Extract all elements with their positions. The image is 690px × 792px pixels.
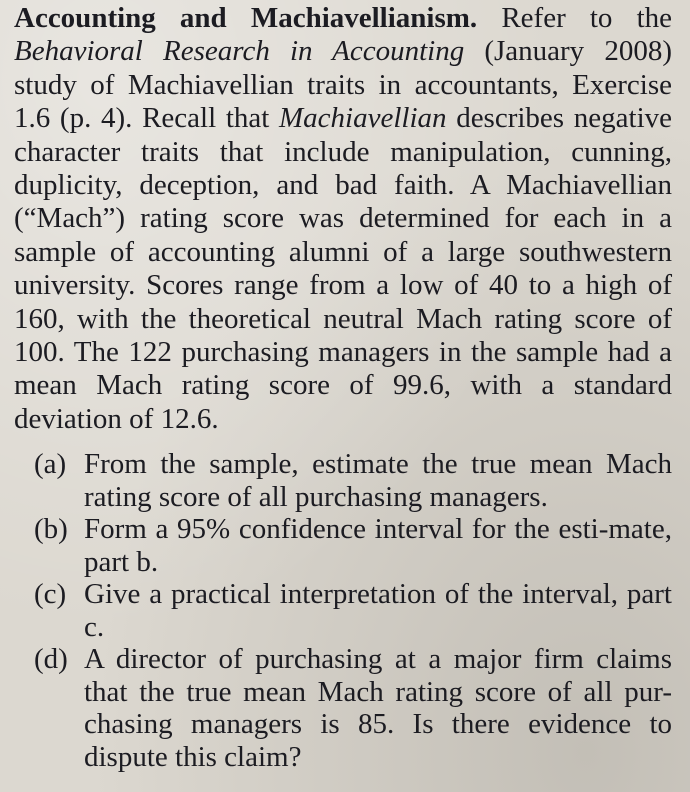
term-machiavellian: Machiavellian (279, 102, 447, 135)
part-marker: (a) (34, 448, 67, 481)
part-marker: (c) (34, 578, 67, 611)
part-text: A director of purchasing at a major firm claims that the true mean Mach rating score of all pur-chasing managers is 85. Is there evidence to dispute this claim? (84, 643, 672, 773)
part-text: Form a 95% confidence interval for the esti-mate, part b. (84, 513, 672, 578)
part-marker: (b) (34, 513, 68, 546)
question-part-c (14, 578, 672, 643)
exercise-paragraph (14, 2, 672, 436)
question-part-d (14, 643, 672, 773)
question-parts (14, 448, 672, 773)
intro-text: Refer to the (477, 2, 672, 34)
part-text: Give a practical interpretation of the interval, part c. (84, 578, 672, 643)
question-part-b (14, 513, 672, 578)
exercise-title: Accounting and Machiavellianism. (14, 2, 478, 34)
part-marker: (d) (34, 643, 68, 676)
exercise-body: describes negative character traits that include manipulation, cunning, duplicity, deception, and bad faith. A Machiavellian (“Mach”) rating score was determined for each in a sample of accounting alumni of a large southwestern university. Scores range from a low of 40 to a high of 160, with the theoretical neutral Mach rating score of 100. The 122 purchasing managers in the sample had a mean Mach rating score of 99.6, with a standard deviation of 12.6. (14, 102, 672, 435)
journal-name: Behavioral Research in Accounting (14, 35, 465, 68)
intro-text-continued: (January 2008) study of Machiavellian traits in accountants, Exercise 1.6 (p. 4). Recall that (14, 35, 672, 135)
part-text: From the sample, estimate the true mean Mach rating score of all purchasing managers. (84, 448, 672, 513)
question-part-a (14, 448, 672, 513)
